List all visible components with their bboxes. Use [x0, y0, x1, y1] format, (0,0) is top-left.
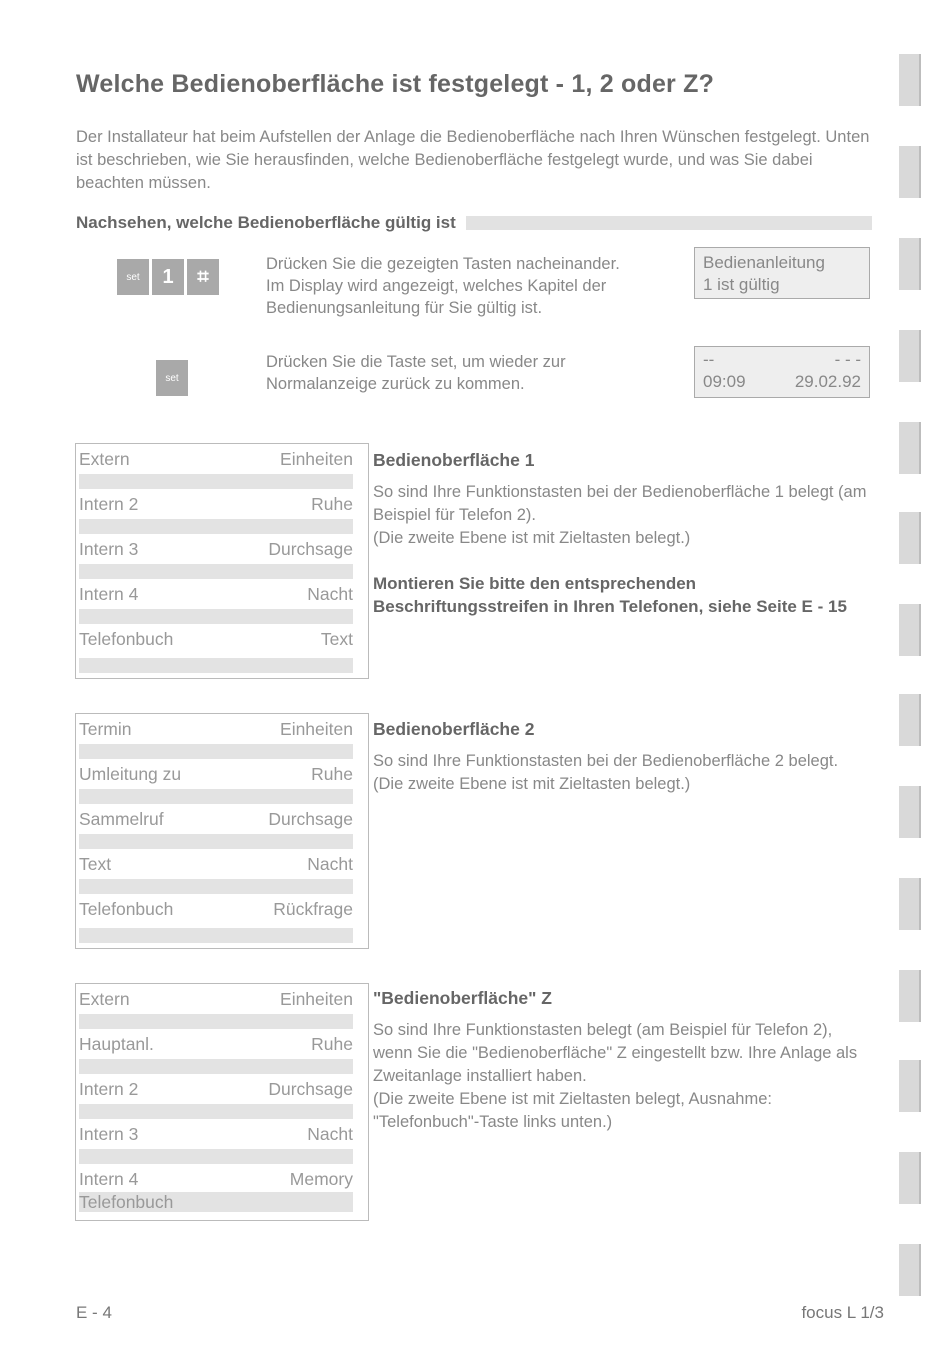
register-tab — [899, 146, 921, 198]
section-heading-bar — [466, 216, 872, 230]
label-strip — [79, 1104, 353, 1119]
register-tab — [899, 786, 921, 838]
product-name: focus L 1/3 — [801, 1303, 884, 1322]
key-label-right: Durchsage — [268, 1078, 353, 1099]
register-tab — [899, 54, 921, 106]
description-text-2: (Die zweite Ebene ist mit Zieltasten belegt.) — [373, 529, 691, 547]
display-time: 09:09 — [703, 372, 746, 391]
key-row — [79, 581, 353, 607]
key-row — [79, 896, 353, 922]
description-text: So sind Ihre Funktionstasten bei der Bedienoberfläche 1 belegt (am Beispiel für Telefon 2). — [373, 483, 867, 524]
register-tab — [899, 694, 921, 746]
label-strip — [79, 1014, 353, 1029]
register-tab — [899, 238, 921, 290]
key-label-right: Nacht — [307, 583, 353, 604]
display-dashes-left: -- — [703, 350, 715, 369]
display-dashes-right: - - - — [834, 350, 861, 369]
description-text-2: (Die zweite Ebene ist mit Zieltasten belegt, Ausnahme: "Telefonbuch"-Taste links unten.) — [373, 1090, 772, 1131]
register-tab — [899, 1152, 921, 1204]
label-strip — [79, 1149, 353, 1164]
key-row — [79, 626, 353, 652]
key-label-right: Durchsage — [268, 538, 353, 559]
display-line-1: Bedienanleitung — [703, 253, 825, 272]
key-row — [79, 1166, 353, 1192]
register-tab — [899, 970, 921, 1022]
key-label-left: Intern 4 — [79, 583, 139, 604]
page-number: E - 4 — [76, 1303, 112, 1322]
label-strip — [79, 519, 353, 534]
key-label-left: Termin — [79, 718, 132, 739]
instruction-2: Drücken Sie die Taste set, um wieder zur Normalanzeige zurück zu kommen. — [266, 353, 566, 393]
description-heading: "Bedienoberfläche" Z — [373, 988, 552, 1008]
hash-key-icon: ⌗ — [187, 259, 219, 295]
key-label-right: Nacht — [307, 1123, 353, 1144]
key-row — [79, 761, 353, 787]
key-row — [79, 536, 353, 562]
intro-paragraph: Der Installateur hat beim Aufstellen der Anlage die Bedienoberfläche nach Ihren Wünschen festgelegt. Unten ist beschrieben, wie Sie herausfinden, welche Bedienoberfläche festgelegt wurde, und was Sie dabei beachten müssen. — [76, 128, 870, 192]
description-1 — [373, 450, 873, 618]
register-tab — [899, 422, 921, 474]
key-label-left: Intern 3 — [79, 538, 139, 559]
description-text: So sind Ihre Funktionstasten belegt (am Beispiel für Telefon 2), wenn Sie die "Bedienoberfläche" Z eingestellt bzw. Ihre Anlage als Zweitanlage installiert haben. — [373, 1021, 858, 1085]
key-label-right: Rückfrage — [273, 898, 353, 919]
register-tab — [899, 1244, 921, 1296]
key-sequence — [117, 259, 219, 295]
key-label-left: Intern 2 — [79, 493, 139, 514]
display-valid-manual — [694, 247, 870, 299]
display-normal — [694, 346, 870, 398]
key-panel-2 — [75, 713, 369, 949]
key-label-left: Extern — [79, 988, 130, 1009]
label-strip — [79, 474, 353, 489]
telefonbuch-key: Telefonbuch — [79, 1192, 353, 1212]
key-label-right: Einheiten — [280, 988, 353, 1009]
key-label-left: Text — [79, 853, 112, 874]
label-strip — [79, 928, 353, 943]
description-heading: Bedienoberfläche 2 — [373, 719, 535, 739]
key-label-right: Ruhe — [311, 1033, 353, 1054]
label-strip — [79, 1059, 353, 1074]
description-text-2: (Die zweite Ebene ist mit Zieltasten belegt.) — [373, 775, 691, 793]
register-tab — [899, 604, 921, 656]
instruction-1b: Im Display wird angezeigt, welches Kapitel der Bedienungsanleitung für Sie gültig ist. — [266, 277, 607, 317]
label-strip — [79, 789, 353, 804]
key-label-left: Intern 3 — [79, 1123, 139, 1144]
key-label-right: Text — [320, 628, 353, 649]
key-row — [79, 851, 353, 877]
key-panel-z — [75, 983, 369, 1221]
key-label-right: Memory — [289, 1168, 353, 1189]
display-line-2: 1 ist gültig — [703, 275, 780, 294]
key-label-left: Extern — [79, 448, 130, 469]
key-row — [79, 446, 353, 472]
label-strip — [79, 834, 353, 849]
section-heading-text: Nachsehen, welche Bedienoberfläche gültig ist — [76, 213, 456, 232]
key-label-right: Einheiten — [280, 448, 353, 469]
label-strip — [79, 658, 353, 673]
description-note: Montieren Sie bitte den entsprechenden Beschriftungsstreifen in Ihren Telefonen, siehe Seite E - 15 — [373, 574, 847, 616]
set-key-icon: set — [117, 259, 149, 295]
key-row — [79, 1031, 353, 1057]
page-title: Welche Bedienoberfläche ist festgelegt - 1, 2 oder Z? — [76, 70, 715, 98]
key-panel-1 — [75, 443, 369, 679]
label-strip — [79, 564, 353, 579]
one-key-icon: 1 — [152, 259, 184, 295]
label-strip — [79, 744, 353, 759]
key-label-right: Einheiten — [280, 718, 353, 739]
key-label-right: Ruhe — [311, 763, 353, 784]
register-tab — [899, 1060, 921, 1112]
key-label-left: Sammelruf — [79, 808, 164, 829]
key-row — [79, 806, 353, 832]
key-row — [79, 491, 353, 517]
section-heading — [76, 212, 872, 234]
instruction-1 — [266, 253, 666, 319]
description-heading: Bedienoberfläche 1 — [373, 450, 535, 470]
key-label-right: Durchsage — [268, 808, 353, 829]
key-row — [79, 986, 353, 1012]
register-tab — [899, 878, 921, 930]
register-tab — [899, 512, 921, 564]
key-label-left: Intern 2 — [79, 1078, 139, 1099]
key-label-right: Ruhe — [311, 493, 353, 514]
key-row — [79, 716, 353, 742]
description-2 — [373, 719, 873, 796]
label-strip — [79, 879, 353, 894]
key-label-left: Telefonbuch — [79, 898, 174, 919]
set-key-icon: set — [156, 360, 188, 396]
key-label-right: Nacht — [307, 853, 353, 874]
register-tabs — [899, 0, 921, 1353]
key-row — [79, 1076, 353, 1102]
label-strip — [79, 609, 353, 624]
instruction-1a: Drücken Sie die gezeigten Tasten nacheinander. — [266, 255, 620, 273]
key-label-left: Telefonbuch — [79, 628, 174, 649]
key-row — [79, 1121, 353, 1147]
display-date: 29.02.92 — [794, 372, 861, 391]
key-label-left: Hauptanl. — [79, 1033, 154, 1054]
key-label-left: Umleitung zu — [79, 763, 182, 784]
description-text: So sind Ihre Funktionstasten bei der Bedienoberfläche 2 belegt. — [373, 752, 839, 770]
key-label-left: Intern 4 — [79, 1168, 139, 1189]
register-tab — [899, 330, 921, 382]
description-z — [373, 988, 873, 1134]
